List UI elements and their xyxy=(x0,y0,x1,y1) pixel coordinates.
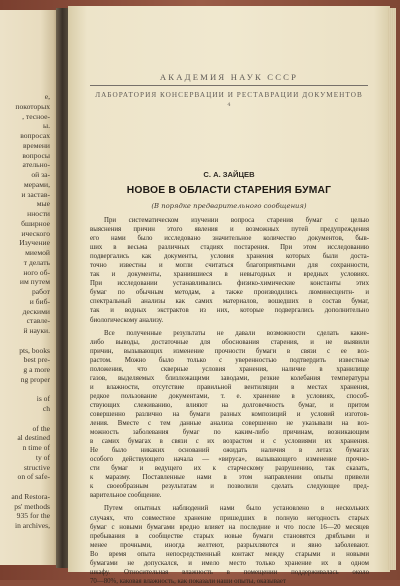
facing-page-text-fragment: ой за- xyxy=(31,170,50,179)
body-text-line: При систематическом изучении вопроса старения бумаг с целью xyxy=(104,217,369,224)
body-text-line: сти бумаг и ведущего их к старческому разрушению, так сказать, xyxy=(90,465,369,473)
body-text-line: При исследовании устанавливались физико-химические константы этих xyxy=(90,280,369,288)
body-text-line: пребывания в сообществе старых новые бумаги становятся дряблыми и xyxy=(90,532,369,540)
body-text-line: биологическому анализу. xyxy=(90,316,164,324)
body-text-line: причин, вызывающих изменение прочности бумаги в связи с ее воз- xyxy=(90,347,369,355)
facing-page-text-fragment: времени xyxy=(22,140,50,150)
facing-page-text-fragment: is of xyxy=(36,394,50,404)
body-text-line: совершенно различно на бумаги разных композиций и условий изготов- xyxy=(90,410,369,418)
body-text-line: случаях, что совместное хранение пришедших в полную негодность старых xyxy=(90,514,369,522)
facing-page-text-fragment: ного об- xyxy=(23,267,50,277)
facing-page-text-fragment: и биб- xyxy=(29,296,50,306)
facing-page-text-fragment: е, xyxy=(44,92,50,101)
body-text-line: Путем опытных наблюдений нами было установлено в нескольких xyxy=(104,505,369,513)
facing-page-text-fragment: , тесное- xyxy=(22,111,50,121)
article-body xyxy=(90,216,369,586)
facing-page-text-fragment: structive xyxy=(23,462,50,472)
body-text-line: бумаг по обычным методам, а также производились люминесцентн- и xyxy=(90,289,369,297)
facing-page-text-fragment: n time of xyxy=(22,443,50,452)
body-text-line: к маразму. Поставленные нами в этом направлении опыты привели xyxy=(90,474,369,482)
facing-page-text-fragment: ического xyxy=(21,228,50,238)
document-page xyxy=(68,6,390,585)
facing-page-text-fragment: ательно- xyxy=(22,160,50,170)
body-text-line: варительное сообщение. xyxy=(90,492,162,500)
facing-page-text-fragment: ps' methods xyxy=(14,501,50,511)
body-text-line: выяснения причин этого явления и возможных путей предупреждения xyxy=(90,226,369,234)
body-text-line: шкафу. Относительная влажность в помещении поддерживалась около xyxy=(90,568,369,576)
facing-page-text-fragment: миемой xyxy=(25,248,50,257)
facing-page-text-fragment: работ xyxy=(31,287,50,296)
facing-page-text-fragment: ы. xyxy=(42,121,50,131)
body-text-line: бумагами не допускался, и имело место только хранение их в одном xyxy=(90,559,369,567)
header-rule xyxy=(90,85,368,86)
running-header-academy: АКАДЕМИЯ НАУК СССР xyxy=(159,72,299,82)
body-text-line: положения, что скверные условия хранения, наличие в хранилище xyxy=(90,365,369,373)
facing-page-text-fragment: ch xyxy=(42,404,50,413)
body-text-line: точно известны и могли считаться благоприятными для сохранности, xyxy=(90,262,369,270)
facing-page-left xyxy=(0,10,58,565)
facing-page-text-fragment: мые xyxy=(36,199,50,209)
body-text-line: подвергались как документы, условия хранения которых были доста- xyxy=(90,253,369,261)
facing-page-text-fragment: in archives, xyxy=(14,521,50,530)
facing-page-text-fragment: и застав- xyxy=(21,189,50,199)
facing-page-text-fragment: т делать xyxy=(23,257,50,267)
body-text-line: особого действующего начала — «вируса», вызывающего изменение прочно- xyxy=(90,456,369,464)
facing-page-text-fragment: им путем xyxy=(19,277,50,287)
facing-page-text-fragment: ng proper xyxy=(20,374,50,384)
facing-page-text-fragment: нности xyxy=(27,209,50,218)
body-text-line: его нами было исследовано значительное количество документов, быв- xyxy=(90,235,369,243)
facing-page-text-fragment: покоторых xyxy=(15,101,50,111)
body-text-line: менее прочными, иногда желтеют, разрыхляются и явно заболевают. xyxy=(90,541,369,549)
facing-page-text-fragment: ставле- xyxy=(26,316,50,326)
facing-page-text-fragment: on of safe- xyxy=(17,472,50,482)
body-text-line: газов, выделяемых близлежащими заводами, резкие колебания температуры xyxy=(90,374,369,382)
body-text-line: редкое пользование документами, т. е. хранение в условиях, способ- xyxy=(90,392,369,400)
body-text-line: Не было никаких оснований ожидать наличия в летах бумагах xyxy=(90,447,369,455)
facing-page-text-fragment: бширное xyxy=(21,218,50,228)
facing-page-text-fragment: Изучение xyxy=(19,238,50,248)
body-text-line: 70—80%, каковая влажность, как показали наши опыты, оказывает xyxy=(90,577,286,585)
facing-page-text-fragment: best pre- xyxy=(23,355,50,365)
body-text-line: к своеобразным результатам и позволили сделать следующее пред- xyxy=(90,483,369,491)
facing-page-text-fragment: вопросы xyxy=(22,150,50,160)
body-text-line: Все полученные результаты не давали возможности сделать какие- xyxy=(104,329,369,337)
article-author: С. А. ЗАЙЦЕВ xyxy=(203,170,255,179)
facing-page-text-fragment: 935 for the xyxy=(16,511,50,521)
running-header-laboratory: ЛАБОРАТОРИЯ КОНСЕРВАЦИИ И РЕСТАВРАЦИИ ДОКУМЕНТОВ xyxy=(95,91,363,99)
facing-page-text-fragment: ty of xyxy=(35,452,50,462)
facing-page-text-fragment: дескими xyxy=(22,306,50,316)
body-text-line: ших в весьма различных стадиях постарения. При этом исследованию xyxy=(90,244,369,252)
body-text-line: так и водных экстрактов из них, которые подвергались дополнительно xyxy=(90,307,369,315)
facing-page-text-fragment: and Restora- xyxy=(11,491,50,501)
facing-page-text-fragment: al destined xyxy=(17,433,50,443)
body-text-line: и влажности, отсутствие правильной вентиляции в местах хранения, xyxy=(90,383,369,391)
body-text-line: спектральный анализы как самих материалов, вошедших в состав бумаг, xyxy=(90,298,369,306)
body-text-line: ления. Вместе с тем данные анализа совершенно не указывали на воз- xyxy=(90,420,369,428)
facing-page-text-fragment: g a more xyxy=(23,365,50,374)
body-text-line: бумаг с новыми бумагами вредно влияет на последние и что после 16—20 месяцев xyxy=(90,523,369,531)
body-text-line: Во время опыта непосредственный контакт между старыми и новыми xyxy=(90,550,369,558)
body-text-line: растом. Можно было только с уверенностью подтвердить известные xyxy=(90,356,369,364)
facing-page-text-fragment: pts, books xyxy=(19,345,50,355)
article-title: НОВОЕ В ОБЛАСТИ СТАРЕНИЯ БУМАГ xyxy=(126,185,332,196)
body-text-line: ствующих слеживанию, влияют на долговечность бумаг, и притом xyxy=(90,401,369,409)
body-text-line: либо выводы, достаточные для обоснования старения, и не выявили xyxy=(90,338,369,346)
body-text-line: можность заболевания бумаг по каким-либо причинам, возникающим xyxy=(90,429,369,437)
body-text-line: так и документы, хранившиеся в невыгодных и вредных условиях. xyxy=(90,271,369,279)
page-number: 4 xyxy=(227,102,231,108)
body-text-line: в самих бумагах в связи с их возрастом и с условиями их хранения. xyxy=(90,438,369,446)
facing-page-text-fragment: вопросах xyxy=(20,131,50,140)
facing-page-text-fragment: мерами, xyxy=(23,179,50,189)
facing-page-text-fragment: of the xyxy=(32,423,50,433)
facing-page-text-fragment: й науки. xyxy=(23,326,50,335)
article-subtitle: (В порядке предварительного сообщения) xyxy=(151,202,307,210)
page-block-edges xyxy=(388,8,396,570)
